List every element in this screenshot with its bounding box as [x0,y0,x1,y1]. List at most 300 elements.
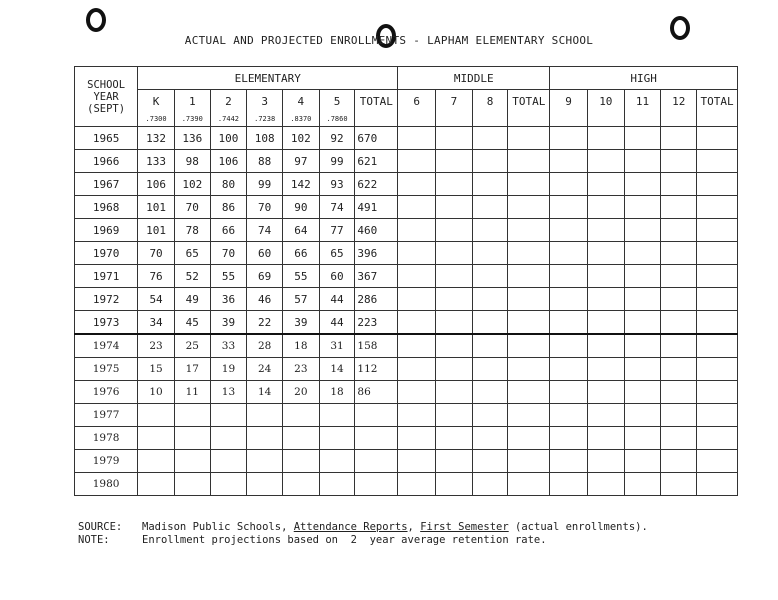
empty-cell [661,288,697,311]
elementary-total-cell: 460 [355,219,398,242]
empty-cell [697,381,738,404]
empty-cell [550,427,588,450]
empty-cell [624,150,661,173]
table-row [75,473,738,496]
enrollment-cell: 28 [247,334,283,358]
empty-cell [472,219,508,242]
empty-cell [550,150,588,173]
empty-cell [697,427,738,450]
enrollment-cell: 74 [247,219,283,242]
elementary-group-header: ELEMENTARY [138,67,398,90]
table-row [75,173,738,196]
enrollment-cell: 76 [138,265,175,288]
enrollment-cell [283,404,320,427]
empty-cell [508,450,550,473]
empty-cell [398,450,436,473]
enrollment-cell: 97 [283,150,320,173]
year-cell: 1978 [75,427,138,450]
enrollment-cell [283,473,320,496]
enrollment-cell: 31 [319,334,355,358]
enrollment-cell: 99 [247,173,283,196]
empty-cell [436,173,473,196]
empty-cell [398,112,436,127]
year-cell: 1980 [75,473,138,496]
empty-cell [624,311,661,335]
year-cell: 1969 [75,219,138,242]
enrollment-cell [283,427,320,450]
empty-cell [550,358,588,381]
enrollment-cell: 74 [319,196,355,219]
empty-cell [472,334,508,358]
enrollment-cell: 136 [174,127,210,150]
empty-cell [436,404,473,427]
enrollment-cell: 52 [174,265,210,288]
empty-cell [587,381,624,404]
enrollment-cell: 90 [283,196,320,219]
enrollment-cell: 45 [174,311,210,335]
elementary-total-cell: 622 [355,173,398,196]
table-row [75,311,738,335]
table-row [75,358,738,381]
empty-cell [550,196,588,219]
retention-rate: .7238 [247,112,283,127]
elementary-total-cell: 670 [355,127,398,150]
retention-rate: .7860 [319,112,355,127]
enrollment-cell: 55 [283,265,320,288]
column-header: 2 [210,90,247,113]
empty-cell [436,311,473,335]
empty-cell [508,334,550,358]
column-header: K [138,90,175,113]
source-underline-2: First Semester [420,521,509,533]
empty-cell [436,196,473,219]
table-row [75,265,738,288]
empty-cell [508,427,550,450]
empty-cell [624,265,661,288]
empty-cell [624,173,661,196]
note-line [78,534,648,547]
enrollment-cell: 55 [210,265,247,288]
empty-cell [398,173,436,196]
empty-cell [661,311,697,335]
table-row [75,288,738,311]
empty-cell [661,112,697,127]
year-cell: 1977 [75,404,138,427]
enrollment-cell [138,404,175,427]
enrollment-cell: 11 [174,381,210,404]
empty-cell [436,265,473,288]
elementary-total-cell: 86 [355,381,398,404]
empty-cell [661,219,697,242]
elementary-total-cell: 491 [355,196,398,219]
table-row [75,404,738,427]
empty-cell [472,265,508,288]
enrollment-cell [247,427,283,450]
enrollment-cell: 57 [283,288,320,311]
year-cell: 1976 [75,381,138,404]
enrollment-cell [210,427,247,450]
enrollment-cell: 133 [138,150,175,173]
year-cell: 1979 [75,450,138,473]
enrollment-cell: 80 [210,173,247,196]
empty-cell [472,450,508,473]
enrollment-cell: 46 [247,288,283,311]
empty-cell [661,381,697,404]
empty-cell [436,288,473,311]
elementary-total-cell: 396 [355,242,398,265]
empty-cell [697,173,738,196]
empty-cell [587,450,624,473]
elementary-total-cell: 367 [355,265,398,288]
empty-cell [398,219,436,242]
empty-cell [398,358,436,381]
empty-cell [697,288,738,311]
enrollment-cell: 20 [283,381,320,404]
enrollment-cell: 78 [174,219,210,242]
empty-cell [508,127,550,150]
column-header: 1 [174,90,210,113]
note-label: NOTE: [78,534,110,546]
empty-cell [661,150,697,173]
enrollment-cell [319,427,355,450]
empty-cell [550,242,588,265]
empty-cell [587,219,624,242]
empty-cell [697,404,738,427]
empty-cell [587,311,624,335]
empty-cell [624,381,661,404]
empty-cell [661,404,697,427]
enrollment-cell [319,473,355,496]
empty-cell [398,242,436,265]
enrollment-cell: 14 [319,358,355,381]
enrollment-cell [138,450,175,473]
empty-cell [472,196,508,219]
enrollment-cell: 66 [210,219,247,242]
column-header: 5 [319,90,355,113]
empty-cell [472,127,508,150]
empty-cell [697,311,738,335]
enrollment-cell: 88 [247,150,283,173]
year-cell: 1971 [75,265,138,288]
empty-cell [436,427,473,450]
enrollment-cell: 39 [283,311,320,335]
empty-cell [550,173,588,196]
empty-cell [587,173,624,196]
empty-cell [587,242,624,265]
empty-cell [508,196,550,219]
empty-cell [508,358,550,381]
enrollment-cell: 86 [210,196,247,219]
enrollment-cell [174,473,210,496]
empty-cell [508,150,550,173]
year-cell: 1970 [75,242,138,265]
empty-cell [472,288,508,311]
enrollment-cell [174,450,210,473]
empty-cell [398,473,436,496]
enrollment-cell [174,404,210,427]
enrollment-cell: 93 [319,173,355,196]
empty-cell [661,358,697,381]
enrollment-cell [210,404,247,427]
empty-cell [550,265,588,288]
year-cell: 1974 [75,334,138,358]
enrollment-cell: 14 [247,381,283,404]
empty-cell [472,381,508,404]
empty-cell [661,334,697,358]
table-row [75,196,738,219]
empty-cell [508,404,550,427]
punch-hole-left [86,8,106,32]
enrollment-cell: 17 [174,358,210,381]
empty-cell [550,288,588,311]
empty-cell [436,334,473,358]
year-cell: 1967 [75,173,138,196]
empty-cell [661,427,697,450]
elementary-total-cell [355,427,398,450]
table-row [75,150,738,173]
elementary-total-cell: 286 [355,288,398,311]
enrollment-cell: 25 [174,334,210,358]
enrollment-cell: 15 [138,358,175,381]
enrollment-cell: 64 [283,219,320,242]
empty-cell [398,334,436,358]
enrollment-cell: 34 [138,311,175,335]
column-header: TOTAL [355,90,398,113]
retention-rate: .7390 [174,112,210,127]
empty-cell [624,127,661,150]
empty-cell [398,150,436,173]
empty-cell [398,127,436,150]
column-header: 12 [661,90,697,113]
empty-cell [624,473,661,496]
table-row [75,242,738,265]
empty-cell [436,127,473,150]
enrollment-cell: 36 [210,288,247,311]
empty-cell [587,288,624,311]
empty-cell [508,242,550,265]
enrollment-cell: 100 [210,127,247,150]
empty-cell [398,404,436,427]
enrollment-cell: 18 [319,381,355,404]
empty-cell [436,242,473,265]
enrollment-cell: 99 [319,150,355,173]
enrollment-cell: 108 [247,127,283,150]
empty-cell [508,288,550,311]
enrollment-cell [247,404,283,427]
empty-cell [697,473,738,496]
column-header: 7 [436,90,473,113]
empty-cell [624,427,661,450]
empty-cell [472,112,508,127]
empty-cell [472,427,508,450]
empty-cell [436,450,473,473]
elementary-total-cell: 621 [355,150,398,173]
enrollment-cell: 101 [138,196,175,219]
empty-cell [508,112,550,127]
enrollment-cell: 142 [283,173,320,196]
empty-cell [661,242,697,265]
enrollment-cell: 98 [174,150,210,173]
empty-cell [661,450,697,473]
empty-cell [508,173,550,196]
empty-cell [624,334,661,358]
empty-cell [550,381,588,404]
empty-cell [587,358,624,381]
enrollment-cell: 70 [247,196,283,219]
enrollment-cell: 13 [210,381,247,404]
elementary-total-cell [355,450,398,473]
empty-cell [624,242,661,265]
empty-cell [587,127,624,150]
school-year-header: SCHOOL YEAR (SEPT) [75,67,138,127]
empty-cell [624,219,661,242]
elementary-total-cell [355,473,398,496]
middle-group-header: MIDDLE [398,67,550,90]
elementary-total-cell: 112 [355,358,398,381]
empty-cell [697,219,738,242]
empty-cell [624,404,661,427]
empty-cell [697,265,738,288]
empty-cell [508,381,550,404]
year-cell: 1968 [75,196,138,219]
empty-cell [472,404,508,427]
enrollment-cell: 66 [283,242,320,265]
empty-cell [697,450,738,473]
year-cell: 1973 [75,311,138,335]
empty-cell [472,173,508,196]
empty-cell [587,265,624,288]
empty-cell [661,196,697,219]
empty-cell [661,173,697,196]
column-header: 3 [247,90,283,113]
empty-cell [472,473,508,496]
column-header: TOTAL [697,90,738,113]
enrollment-cell: 44 [319,311,355,335]
enrollment-cell [174,427,210,450]
enrollment-cell: 23 [283,358,320,381]
source-underline-1: Attendance Reports [293,521,408,533]
empty-cell [587,404,624,427]
empty-cell [624,358,661,381]
enrollment-cell: 44 [319,288,355,311]
empty-cell [398,381,436,404]
empty-cell [436,112,473,127]
empty-cell [697,112,738,127]
enrollment-cell [138,427,175,450]
empty-cell [550,219,588,242]
enrollment-cell: 60 [319,265,355,288]
enrollment-cell: 65 [174,242,210,265]
enrollment-cell: 69 [247,265,283,288]
empty-cell [398,265,436,288]
empty-cell [697,127,738,150]
empty-cell [472,242,508,265]
enrollment-cell: 101 [138,219,175,242]
enrollment-cell: 60 [247,242,283,265]
enrollment-cell: 33 [210,334,247,358]
year-cell: 1965 [75,127,138,150]
enrollment-cell [210,450,247,473]
retention-rate: .8370 [283,112,320,127]
source-line: SOURCE: Madison Public Schools, Attendance Reports, First Semester (actual enrollments). [78,521,648,533]
empty-cell [398,288,436,311]
empty-cell [624,288,661,311]
empty-cell [472,358,508,381]
enrollment-cell: 70 [138,242,175,265]
empty-cell [436,473,473,496]
empty-cell [550,112,588,127]
elementary-total-cell: 223 [355,311,398,335]
high-group-header: HIGH [550,67,738,90]
empty-cell [587,196,624,219]
empty-cell [587,427,624,450]
table-row [75,427,738,450]
enrollment-cell: 19 [210,358,247,381]
empty-cell [355,112,398,127]
empty-cell [661,473,697,496]
enrollment-cell: 106 [210,150,247,173]
empty-cell [697,358,738,381]
enrollment-cell: 23 [138,334,175,358]
empty-cell [550,311,588,335]
enrollment-table [74,66,738,496]
enrollment-cell: 132 [138,127,175,150]
empty-cell [508,219,550,242]
empty-cell [436,381,473,404]
column-header: 9 [550,90,588,113]
enrollment-cell: 102 [174,173,210,196]
enrollment-cell: 70 [210,242,247,265]
year-cell: 1972 [75,288,138,311]
empty-cell [550,450,588,473]
empty-cell [436,219,473,242]
empty-cell [661,127,697,150]
enrollment-cell [138,473,175,496]
enrollment-cell: 106 [138,173,175,196]
empty-cell [550,473,588,496]
enrollment-cell: 24 [247,358,283,381]
enrollment-cell: 10 [138,381,175,404]
enrollment-cell: 22 [247,311,283,335]
empty-cell [472,311,508,335]
enrollment-cell: 18 [283,334,320,358]
empty-cell [661,265,697,288]
empty-cell [398,196,436,219]
empty-cell [587,112,624,127]
enrollment-cell: 77 [319,219,355,242]
empty-cell [508,311,550,335]
enrollment-cell: 54 [138,288,175,311]
empty-cell [398,427,436,450]
source-label: SOURCE: [78,521,123,533]
elementary-total-cell: 158 [355,334,398,358]
empty-cell [398,311,436,335]
column-header: 8 [472,90,508,113]
empty-cell [472,150,508,173]
table-row [75,127,738,150]
enrollment-cell: 92 [319,127,355,150]
enrollment-cell [319,450,355,473]
table-row [75,219,738,242]
empty-cell [508,265,550,288]
enrollment-cell [319,404,355,427]
empty-cell [436,150,473,173]
empty-cell [587,150,624,173]
year-cell: 1966 [75,150,138,173]
year-cell: 1975 [75,358,138,381]
empty-cell [697,334,738,358]
empty-cell [587,334,624,358]
